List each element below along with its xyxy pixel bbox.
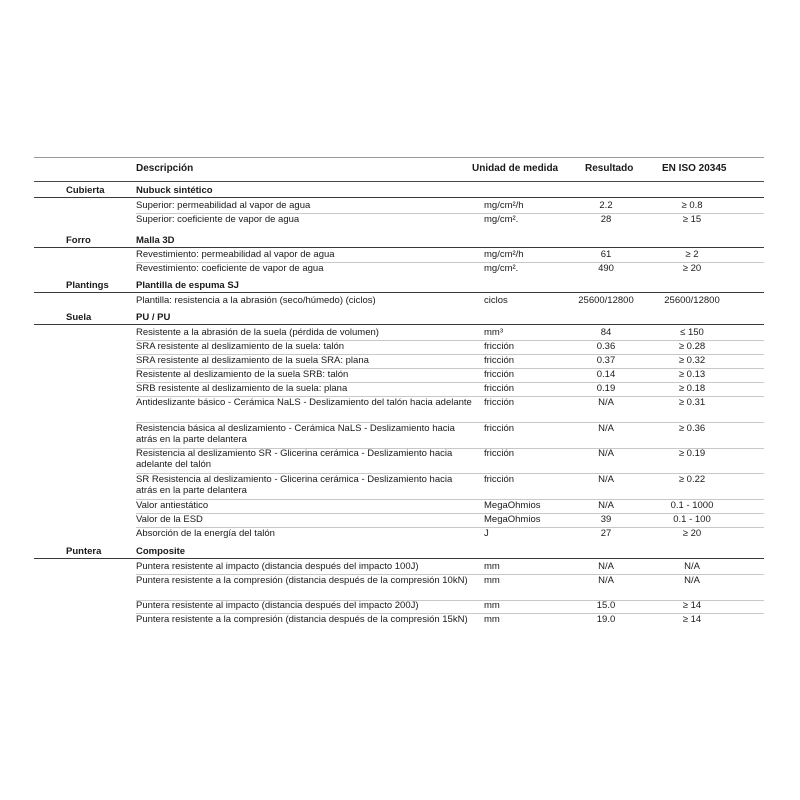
table-row — [0, 528, 800, 540]
section-title: Composite — [136, 546, 186, 557]
row-description: Superior: coeficiente de vapor de agua — [136, 214, 300, 225]
row-standard: N/A — [684, 561, 700, 572]
row-result: N/A — [598, 474, 614, 485]
table-row — [0, 263, 800, 275]
row-description: Resistente al deslizamiento de la suela SRB: talón — [136, 369, 349, 380]
row-standard: ≥ 0.28 — [678, 341, 706, 352]
row-unit: MegaOhmios — [484, 514, 541, 525]
row-standard: ≥ 0.22 — [678, 474, 706, 485]
row-standard: ≥ 0.13 — [678, 369, 706, 380]
row-description: Resistencia al deslizamiento SR - Glicerina cerámica - Deslizamiento hacia adelante del talón — [136, 448, 453, 470]
row-standard: ≥ 0.32 — [678, 355, 706, 366]
row-description: SRA resistente al deslizamiento de la suela: talón — [136, 341, 345, 352]
row-standard: ≥ 20 — [682, 528, 702, 539]
row-standard: ≥ 0.19 — [678, 448, 706, 459]
table-row — [0, 614, 800, 638]
row-description: Puntera resistente a la compresión (distancia después de la compresión 15kN) — [136, 614, 468, 625]
row-unit: fricción — [484, 383, 515, 394]
table-row — [0, 500, 800, 512]
row-result: 0.36 — [596, 341, 616, 352]
section-title: Nubuck sintético — [136, 185, 213, 196]
row-standard: ≥ 0.18 — [678, 383, 706, 394]
row-unit: mm — [484, 614, 500, 625]
row-description: Plantilla: resistencia a la abrasión (seco/húmedo) (ciclos) — [136, 295, 376, 306]
table-row — [0, 474, 800, 498]
row-description: Puntera resistente a la compresión (distancia después de la compresión 10kN) — [136, 575, 468, 586]
row-unit: mm — [484, 600, 500, 611]
section-divider — [34, 558, 764, 559]
top-divider — [34, 157, 764, 158]
table-row — [0, 397, 800, 421]
row-unit: mg/cm²/h — [484, 249, 524, 260]
row-unit: mm — [484, 575, 500, 586]
row-description: Revestimiento: coeficiente de vapor de agua — [136, 263, 324, 274]
row-standard: ≥ 15 — [682, 214, 702, 225]
row-standard: N/A — [684, 575, 700, 586]
row-standard: 0.1 - 100 — [673, 514, 711, 525]
section-divider — [34, 247, 764, 248]
section-divider — [34, 197, 764, 198]
table-row — [0, 575, 800, 599]
header-divider — [34, 181, 764, 182]
row-description: Absorción de la energía del talón — [136, 528, 275, 539]
table-row — [0, 600, 800, 612]
header-unit: Unidad de medida — [472, 163, 559, 174]
row-standard: 25600/12800 — [664, 295, 720, 306]
table-row — [0, 327, 800, 339]
row-description: Puntera resistente al impacto (distancia después del impacto 100J) — [136, 561, 419, 572]
row-unit: mg/cm²/h — [484, 200, 524, 211]
row-result: N/A — [598, 397, 614, 408]
row-standard: ≥ 14 — [682, 600, 702, 611]
row-result: N/A — [598, 423, 614, 434]
row-result: N/A — [598, 561, 614, 572]
row-unit: fricción — [484, 397, 515, 408]
section-divider — [34, 324, 764, 325]
header-description: Descripción — [136, 163, 194, 174]
row-result: 28 — [600, 214, 612, 225]
row-unit: fricción — [484, 474, 515, 485]
row-result: N/A — [598, 448, 614, 459]
row-description: SR Resistencia al deslizamiento - Glicerina cerámica - Deslizamiento hacia atrás en la parte delantera — [136, 474, 453, 496]
row-result: 490 — [598, 263, 614, 274]
row-unit: mg/cm². — [484, 214, 519, 225]
row-unit: fricción — [484, 369, 515, 380]
row-result: 0.14 — [596, 369, 616, 380]
row-unit: mm³ — [484, 327, 503, 338]
row-description: Antideslizante básico - Cerámica NaLS - Deslizamiento del talón hacia adelante — [136, 397, 472, 408]
table-row — [0, 341, 800, 353]
row-unit: fricción — [484, 448, 515, 459]
row-standard: ≤ 150 — [680, 327, 704, 338]
row-description: Puntera resistente al impacto (distancia después del impacto 200J) — [136, 600, 419, 611]
row-unit: J — [484, 528, 489, 539]
row-result: N/A — [598, 500, 614, 511]
row-result: 39 — [600, 514, 612, 525]
table-row — [0, 295, 800, 307]
row-description: Revestimiento: permeabilidad al vapor de agua — [136, 249, 335, 260]
row-description: Resistente a la abrasión de la suela (pérdida de volumen) — [136, 327, 379, 338]
row-description: Resistencia básica al deslizamiento - Cerámica NaLS - Deslizamiento hacia atrás en la parte delantera — [136, 423, 455, 445]
section-label: Puntera — [66, 546, 102, 557]
section-label: Suela — [66, 312, 92, 323]
row-description: Valor de la ESD — [136, 514, 203, 525]
row-standard: ≥ 2 — [685, 249, 699, 260]
table-row — [0, 448, 800, 472]
row-unit: fricción — [484, 423, 515, 434]
table-row — [0, 249, 800, 261]
row-unit: ciclos — [484, 295, 508, 306]
row-unit: fricción — [484, 341, 515, 352]
row-description: Valor antiestático — [136, 500, 209, 511]
row-result: 84 — [600, 327, 612, 338]
row-result: 61 — [600, 249, 612, 260]
row-result: 25600/12800 — [578, 295, 634, 306]
table-row — [0, 369, 800, 381]
row-result: 27 — [600, 528, 612, 539]
row-description: SRA resistente al deslizamiento de la suela SRA: plana — [136, 355, 369, 366]
row-result: 0.19 — [596, 383, 616, 394]
row-result: 19.0 — [596, 614, 616, 625]
row-result: 0.37 — [596, 355, 616, 366]
row-standard: ≥ 0.31 — [678, 397, 706, 408]
row-result: 2.2 — [599, 200, 613, 211]
header-result: Resultado — [585, 163, 634, 174]
row-standard: ≥ 14 — [682, 614, 702, 625]
row-result: N/A — [598, 575, 614, 586]
section-title: Malla 3D — [136, 235, 175, 246]
row-result: 15.0 — [596, 600, 616, 611]
row-unit: fricción — [484, 355, 515, 366]
table-row — [0, 355, 800, 367]
section-title: PU / PU — [136, 312, 171, 323]
row-description: SRB resistente al deslizamiento de la suela: plana — [136, 383, 348, 394]
section-label: Cubierta — [66, 185, 105, 196]
row-description: Superior: permeabilidad al vapor de agua — [136, 200, 311, 211]
section-title: Plantilla de espuma SJ — [136, 280, 239, 291]
row-unit: mm — [484, 561, 500, 572]
table-row — [0, 423, 800, 447]
section-label: Plantings — [66, 280, 109, 291]
row-standard: ≥ 0.8 — [681, 200, 703, 211]
row-unit: mg/cm². — [484, 263, 519, 274]
row-unit: MegaOhmios — [484, 500, 541, 511]
table-row — [0, 514, 800, 526]
row-standard: ≥ 20 — [682, 263, 702, 274]
table-row — [0, 200, 800, 212]
table-row — [0, 214, 800, 226]
table-row — [0, 383, 800, 395]
section-label: Forro — [66, 235, 91, 246]
row-standard: ≥ 0.36 — [678, 423, 706, 434]
header-standard: EN ISO 20345 — [662, 163, 727, 174]
row-standard: 0.1 - 1000 — [670, 500, 714, 511]
section-divider — [34, 292, 764, 293]
table-row — [0, 561, 800, 573]
